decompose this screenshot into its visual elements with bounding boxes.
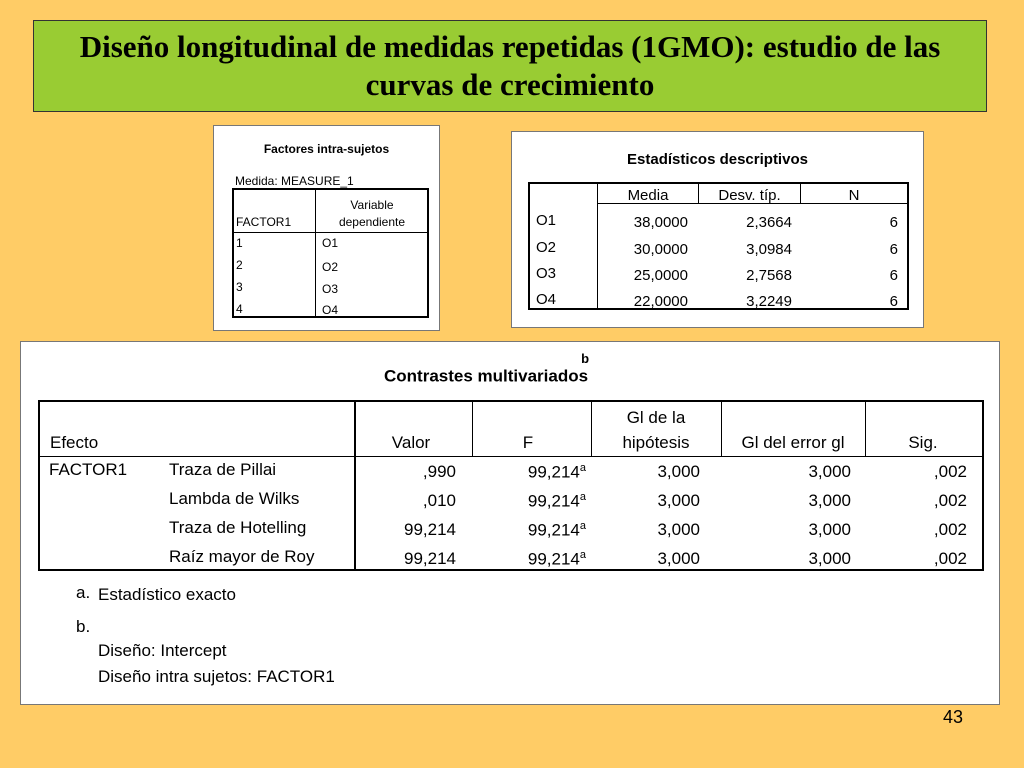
contrastes-header-sig: Sig. <box>908 433 938 452</box>
descriptivos-cell: 6 <box>889 241 898 258</box>
descriptivos-header-n: N <box>848 187 860 204</box>
note-b-label: b. <box>76 617 91 636</box>
contrastes-test-label: Traza de Hotelling <box>169 518 307 537</box>
contrastes-cell-sig: ,002 <box>933 549 967 568</box>
descriptivos-cell: 3,2249 <box>746 293 792 310</box>
contrastes-header-glerr: Gl del error gl <box>741 433 845 452</box>
contrastes-cell-f <box>473 491 586 512</box>
note-a-text: Estadístico exacto <box>98 585 236 604</box>
contrastes-cell-glerr: 3,000 <box>808 491 851 510</box>
contrastes-cell-glhip: 3,000 <box>657 520 700 539</box>
contrastes-cell-sig: ,002 <box>933 462 967 481</box>
factores-cell: O3 <box>322 282 339 296</box>
contrastes-test-label: Raíz mayor de Roy <box>169 547 315 566</box>
contrastes-f-sup: a <box>579 462 586 474</box>
contrastes-f-value: 99,214 <box>527 520 580 540</box>
descriptivos-cell: 6 <box>889 214 898 231</box>
descriptivos-cell: 6 <box>889 267 898 284</box>
note-a-label: a. <box>76 583 91 602</box>
contrastes-f-sup: a <box>579 491 586 503</box>
contrastes-test-label: Lambda de Wilks <box>169 489 300 508</box>
contrastes-header-glhip-2: hipótesis <box>622 433 690 452</box>
factores-cell: 4 <box>236 302 243 316</box>
factores-col2-line1: Variable <box>350 198 394 212</box>
descriptivos-row-label: O4 <box>536 291 557 308</box>
descriptivos-row-label: O3 <box>536 265 557 282</box>
factores-col1-header: FACTOR1 <box>236 215 292 229</box>
factores-title: Factores intra-sujetos <box>263 142 390 156</box>
factores-medida: Medida: MEASURE_1 <box>235 174 354 188</box>
contrastes-cell-glhip: 3,000 <box>657 491 700 510</box>
contrastes-f-value: 99,214 <box>527 549 580 569</box>
descriptivos-cell: 22,0000 <box>633 293 688 310</box>
contrastes-cell-glerr: 3,000 <box>808 549 851 568</box>
contrastes-cell-sig: ,002 <box>933 520 967 539</box>
contrastes-title <box>384 351 590 387</box>
factores-cell: O2 <box>322 260 339 274</box>
descriptivos-row-label: O1 <box>536 212 557 229</box>
descriptivos-header-media: Media <box>627 187 669 204</box>
descriptivos-cell: 6 <box>889 293 898 310</box>
contrastes-cell-valor: ,990 <box>422 462 456 481</box>
descriptivos-cell: 25,0000 <box>633 267 688 284</box>
contrastes-f-sup: a <box>579 520 586 532</box>
contrastes-header-f: F <box>522 433 534 452</box>
page-number: 43 <box>942 707 963 727</box>
slide-title: Diseño longitudinal de medidas repetidas (1GMO): estudio de las curvas de crecimiento <box>79 29 941 102</box>
contrastes-header-efecto: Efecto <box>50 433 99 452</box>
contrastes-cell-glerr: 3,000 <box>808 520 851 539</box>
descriptivos-header-desv: Desv. típ. <box>718 187 781 204</box>
contrastes-cell-glhip: 3,000 <box>657 462 700 481</box>
contrastes-cell-sig: ,002 <box>933 491 967 510</box>
descriptivos-cell: 2,7568 <box>746 267 792 284</box>
contrastes-cell-valor: ,010 <box>422 491 456 510</box>
note-b-line2: Diseño intra sujetos: FACTOR1 <box>98 667 335 686</box>
contrastes-table-panel <box>20 341 1000 705</box>
contrastes-f-value: 99,214 <box>527 491 580 511</box>
factores-table-panel <box>213 125 440 331</box>
descriptivos-cell: 3,0984 <box>746 241 792 258</box>
factores-cell: O4 <box>322 303 339 317</box>
title-banner <box>33 20 987 112</box>
contrastes-header-valor: Valor <box>391 433 431 452</box>
contrastes-cell-valor: 99,214 <box>404 520 456 539</box>
contrastes-cell-f <box>473 520 586 541</box>
contrastes-cell-f <box>473 549 586 570</box>
contrastes-cell-glhip: 3,000 <box>657 549 700 568</box>
factores-cell: 2 <box>236 258 243 272</box>
contrastes-title-text: Contrastes multivariados <box>384 366 589 386</box>
descriptivos-title: Estadísticos descriptivos <box>627 151 808 168</box>
contrastes-factor-label: FACTOR1 <box>49 460 128 479</box>
descriptivos-cell: 38,0000 <box>633 214 688 231</box>
contrastes-cell-valor: 99,214 <box>404 549 456 568</box>
descriptivos-row-label: O2 <box>536 239 557 256</box>
contrastes-title-sup: b <box>581 351 590 366</box>
factores-col2-line2: dependiente <box>338 215 406 229</box>
factores-cell: O1 <box>322 236 339 250</box>
contrastes-header-glhip-1: Gl de la <box>626 408 686 427</box>
note-b-line1: Diseño: Intercept <box>98 641 227 660</box>
contrastes-test-label: Traza de Pillai <box>169 460 277 479</box>
contrastes-f-value: 99,214 <box>527 462 580 482</box>
descriptivos-table-panel <box>511 131 924 328</box>
factores-cell: 1 <box>236 236 243 250</box>
contrastes-f-sup: a <box>579 549 586 561</box>
descriptivos-cell: 30,0000 <box>633 241 688 258</box>
factores-cell: 3 <box>236 280 243 294</box>
contrastes-cell-glerr: 3,000 <box>808 462 851 481</box>
descriptivos-cell: 2,3664 <box>746 214 792 231</box>
contrastes-cell-f <box>473 462 586 483</box>
